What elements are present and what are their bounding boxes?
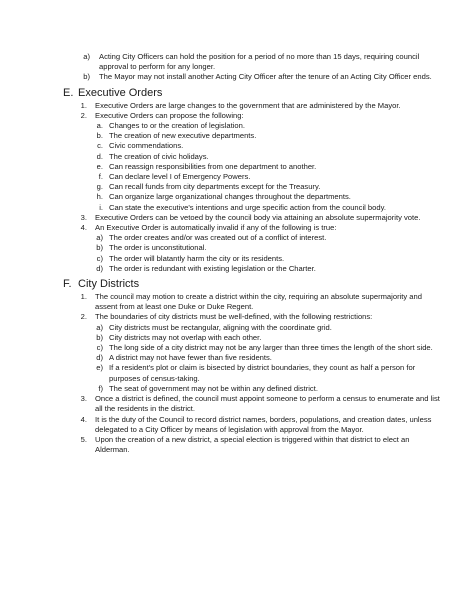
- list-marker: i.: [99, 202, 103, 212]
- list-marker: a): [96, 322, 103, 332]
- section-city-districts: [63, 277, 443, 455]
- list-marker: a.: [96, 121, 103, 131]
- sub-list-item: [63, 172, 443, 182]
- sub-list-item: [63, 72, 443, 82]
- list-item-text: The seat of government may not be within any defined district.: [109, 383, 318, 393]
- list-item: [63, 415, 443, 435]
- list-marker: b): [96, 243, 103, 253]
- list-marker: e.: [96, 161, 103, 171]
- list-marker: d.: [96, 151, 103, 161]
- list-marker: d): [96, 353, 103, 363]
- list-item-text: The order is redundant with existing legislation or the Charter.: [109, 263, 316, 273]
- sub-list-item: [63, 152, 443, 162]
- sub-list-item: [63, 243, 443, 253]
- list-marker: g.: [96, 182, 103, 192]
- list-item-text: It is the duty of the Council to record district names, borders, populations, and creation dates, unless delegated to a City Officer by means of legislation with approval from the Mayor.: [95, 414, 432, 434]
- sub-list-item: [63, 233, 443, 243]
- list-marker: h.: [96, 192, 103, 202]
- sub-list-item: [63, 254, 443, 264]
- section-heading: [63, 86, 443, 100]
- list-marker: f.: [98, 172, 103, 182]
- list-marker: 4.: [80, 223, 87, 233]
- section-letter: F.: [63, 278, 72, 291]
- list-item-text: The Mayor may not install another Acting City Officer after the tenure of an Acting City Officer ends.: [99, 72, 432, 82]
- list-item: [63, 435, 443, 455]
- list-marker: c): [96, 343, 103, 353]
- list-item: [63, 223, 443, 233]
- section-title: City Districts: [78, 278, 140, 291]
- list-item-text: The creation of new executive departments.: [109, 131, 257, 141]
- list-marker: f): [98, 383, 103, 393]
- list-marker: 3.: [80, 212, 87, 222]
- sub-list-item: [63, 353, 443, 363]
- list-item-text: The long side of a city district may not be any larger than three times the length of the short side.: [109, 343, 433, 353]
- list-item-text: The order creates and/or was created out of a conflict of interest.: [109, 233, 327, 243]
- list-marker: 2.: [80, 312, 87, 322]
- sub-list-item: [63, 323, 443, 333]
- list-marker: d): [96, 263, 103, 273]
- section-heading: [63, 277, 443, 291]
- intro-list: [63, 52, 443, 83]
- list-item-text: If a resident's plot or claim is bisected by district boundaries, they count as half a person for purposes of census-taking.: [109, 363, 416, 383]
- list-marker: b): [83, 72, 90, 82]
- sub-list-item: [63, 333, 443, 343]
- list-item-text: The order is unconstitutional.: [109, 243, 207, 253]
- list-item-text: Can reassign responsibilities from one department to another.: [109, 161, 317, 171]
- list-marker: c.: [97, 141, 103, 151]
- list-item-text: The order will blatantly harm the city or its residents.: [109, 253, 285, 263]
- list-marker: c): [96, 253, 103, 263]
- sub-list-item: [63, 131, 443, 141]
- sub-list-item: [63, 384, 443, 394]
- sub-list-item: [63, 203, 443, 213]
- list-item-text: City districts must be rectangular, aligning with the coordinate grid.: [109, 322, 332, 332]
- list-item-text: Executive Orders can propose the following:: [95, 110, 244, 120]
- list-item-text: Once a district is defined, the council must appoint someone to perform a census to enumerate and list all the residents in the district.: [95, 394, 440, 414]
- list-item-text: Executive Orders can be vetoed by the council body via attaining an absolute supermajority vote.: [95, 212, 421, 222]
- list-marker: b.: [96, 131, 103, 141]
- list-item-text: City districts may not overlap with each other.: [109, 332, 262, 342]
- list-marker: 2.: [80, 110, 87, 120]
- list-item-text: Can state the executive's intentions and urge specific action from the council body.: [109, 202, 386, 212]
- sub-list-item: [63, 192, 443, 202]
- list-item: [63, 292, 443, 312]
- list-item-text: The council may motion to create a district within the city, requiring an absolute supermajority and assent from at least one Duke or Duke Regent.: [95, 292, 422, 312]
- section-letter: E.: [63, 86, 74, 99]
- sub-list-item: [63, 141, 443, 151]
- list-item-text: A district may not have fewer than five residents.: [109, 353, 272, 363]
- sub-list-item: [63, 162, 443, 172]
- list-item-text: Can declare level I of Emergency Powers.: [109, 172, 251, 182]
- list-item-text: Upon the creation of a new district, a special election is triggered within that district to elect an Alderman.: [95, 434, 410, 455]
- sub-list-item: [63, 363, 443, 383]
- list-item-text: Civic commendations.: [109, 141, 184, 151]
- sub-list-item: [63, 121, 443, 131]
- sub-list-item: [63, 264, 443, 274]
- list-marker: 3.: [80, 394, 87, 404]
- list-marker: 5.: [80, 434, 87, 444]
- list-item: [63, 101, 443, 111]
- list-marker: b): [96, 332, 103, 342]
- list-item-text: The boundaries of city districts must be well-defined, with the following restrictions:: [95, 312, 373, 322]
- section-title: Executive Orders: [78, 86, 163, 99]
- list-item-text: Executive Orders are large changes to the government that are administered by the Mayor.: [95, 100, 401, 110]
- list-item-text: An Executive Order is automatically invalid if any of the following is true:: [95, 223, 337, 233]
- sub-list-item: [63, 343, 443, 353]
- list-marker: 4.: [80, 414, 87, 424]
- list-item-text: Acting City Officers can hold the position for a period of no more than 15 days, requiring council approval to perform for any longer.: [99, 52, 420, 72]
- sub-list-item: [63, 52, 443, 72]
- list-item: [63, 111, 443, 121]
- list-item: [63, 312, 443, 322]
- list-item-text: Can organize large organizational changes throughout the departments.: [109, 192, 351, 202]
- list-marker: e): [96, 363, 103, 373]
- list-item: [63, 394, 443, 414]
- list-marker: 1.: [80, 100, 87, 110]
- list-marker: a): [96, 233, 103, 243]
- list-marker: a): [83, 52, 90, 61]
- list-item-text: The creation of civic holidays.: [109, 151, 209, 161]
- list-item-text: Changes to or the creation of legislation.: [109, 121, 245, 131]
- sub-list-item: [63, 182, 443, 192]
- section-executive-orders: [63, 86, 443, 274]
- list-item: [63, 213, 443, 223]
- list-item-text: Can recall funds from city departments except for the Treasury.: [109, 182, 321, 192]
- list-marker: 1.: [80, 292, 87, 302]
